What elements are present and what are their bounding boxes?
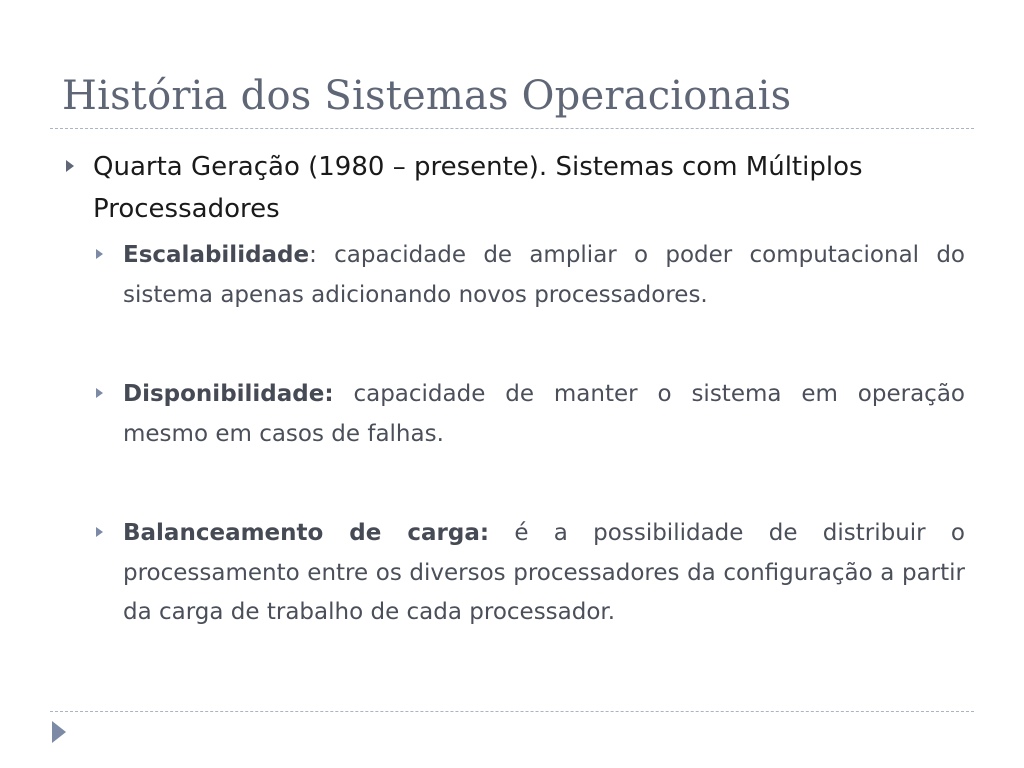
subbullet-description: capacidade de ampliar o poder computacional do sistema apenas adicionando novos processadores.	[123, 242, 965, 308]
triangle-right-icon	[96, 527, 103, 537]
subbullet-description: capacidade de manter o sistema em operação mesmo em casos de falhas.	[123, 381, 965, 447]
footer-divider	[50, 711, 974, 712]
triangle-right-icon	[96, 388, 103, 398]
title-divider	[50, 128, 974, 129]
subbullet-balanceamento	[93, 514, 965, 633]
bullet-text: Quarta Geração (1980 – presente). Sistemas com Múltiplos Processadores	[93, 152, 863, 224]
subbullet-separator	[334, 381, 354, 407]
subbullet-escalabilidade	[93, 236, 965, 315]
next-slide-arrow-icon[interactable]	[52, 721, 66, 743]
subbullet-disponibilidade	[93, 375, 965, 454]
subbullet-term: Escalabilidade	[123, 242, 310, 268]
subbullet-separator	[489, 520, 514, 546]
subbullet-separator: :	[309, 242, 335, 268]
slide-title: História dos Sistemas Operacionais	[62, 73, 792, 119]
bullet-item	[60, 146, 965, 230]
subbullet-description: é a possibilidade de distribuir o processamento entre os diversos processadores da configuração a partir da carga de trabalho de cada processador.	[123, 520, 965, 625]
triangle-right-icon	[96, 249, 103, 259]
subbullet-term: Balanceamento de carga:	[123, 520, 490, 546]
triangle-right-icon	[66, 160, 74, 172]
subbullet-term: Disponibilidade:	[123, 381, 334, 407]
slide-content	[60, 146, 965, 633]
